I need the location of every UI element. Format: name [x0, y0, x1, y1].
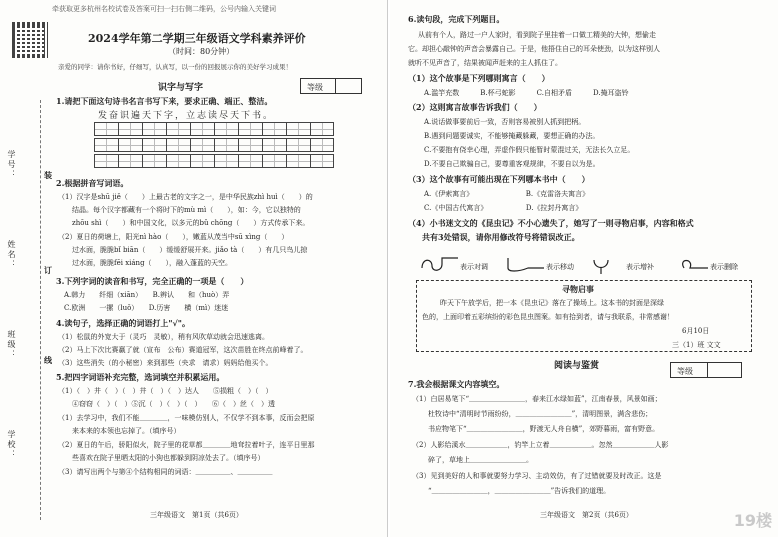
mark-label: 表示对调: [460, 263, 488, 271]
notice-line: 昨天下午放学后，把一本《昆虫记》落在了操场上。这本书的封面是深绿: [440, 299, 664, 307]
passage-line: 就听不见声音了，结果被闻声赶来的主人抓住了。: [408, 59, 562, 67]
page-2: [390, 0, 778, 537]
notice-sign: 三（1）班 文文: [672, 341, 721, 349]
q7-line: 碎了，草地上＿＿＿＿＿＿＿＿。: [428, 456, 533, 464]
q6-4: （4）小书迷文文的《昆虫记》不小心遗失了，她写了一则寻物启事，内容和格式: [408, 218, 694, 228]
q6-3-options: C.《中国古代寓言》 D.《拉封丹寓言》: [424, 204, 583, 212]
q3-options: A.韩力 纤细（xiān） B.辨认 和（huò）弄: [64, 291, 230, 299]
q6-1-options: A.滥竽充数 B.杯弓蛇影 C.自相矛盾 D.掩耳盗铃: [424, 89, 629, 97]
passage-line: 它。却担心敲钟的声音会暴露自己。于是，他捂住自己的耳朵使劲，以为这样别人: [408, 45, 660, 53]
q2-line: zhōu shì（ ）和中国文化，以多元的bǔ chōng（ ）方式传承下来。: [72, 219, 310, 227]
q7-line: 书应物笔下“＿＿＿＿＿＿＿＿，野渡无人舟自横”，郊野暮雨，富有野意。: [428, 425, 660, 433]
q5-line: （2）夏日的午后，骄阳似火，院子里的花草都＿＿＿＿地耷拉着叶子，连平日里那: [58, 441, 315, 449]
school-label: 学校：: [7, 430, 16, 460]
exam-title: 2024学年第二学期三年级语文学科素养评价: [88, 32, 306, 45]
question-1: 1.请把下面这句诗书名言书写下来，要求正确、端正、整洁。: [56, 96, 273, 106]
q2-line: （2）夏日的荷塘上，阳光nì hào（ ），嫩蓝从茂当中sū xìng（ ）: [58, 233, 289, 241]
writing-grid-row-1[interactable]: [94, 122, 334, 136]
mark-label: 表示移动: [546, 263, 574, 271]
q2-line: 过水面，脆脆fēi xiáng（ ），融入蓬蓝的天空。: [72, 259, 233, 267]
q6-4-cont: 共有3处错误，请你用修改符号将错误改正。: [422, 232, 580, 242]
notice-date: 6月10日: [682, 327, 710, 335]
binding-line: [40, 100, 41, 520]
section-title-literacy: 识字与写字: [158, 83, 204, 93]
q5-line: （1）去学习中，我们不能＿＿＿＿，一味模仿别人，不仅学不到本事，反而会把原: [58, 414, 315, 422]
swap-mark-icon: [422, 258, 458, 270]
question-7: 7.我会根据课文内容填空。: [408, 379, 505, 389]
watermark-logo: 19楼: [733, 511, 772, 530]
delete-mark-icon: [683, 261, 708, 269]
q6-2-option: B.遇到问题要诚实，不能够掩藏躲藏，要想正确的办法。: [424, 132, 600, 140]
q6-3-options: A.《伊索寓言》 B.《克雷洛夫寓言》: [424, 190, 590, 198]
q4-line: （1）松鼠的外宽大于（灵巧 灵敏），稍有风吹草动就会迅速逃离。: [58, 333, 269, 341]
q3-options: C.欧洲 一摞（luǒ） D.历害 横（mì）迷迷: [64, 304, 229, 312]
top-note: 牵获取更多杭州名校试卷及答案可扫一扫右侧二维码，公号内输入关键词: [52, 5, 276, 13]
question-3: 3.下列字词的读音和书写，完全正确的一项是（ ）: [56, 276, 249, 286]
reminder: 亲爱的同学：请你书好，仔细写，认真写，以一份的回报展示你的美好学习成果！: [58, 63, 292, 71]
q7-line: （3）见到美好的人和事就要努力学习、主动效仿，有了过错就要及时改正。这是: [412, 472, 662, 480]
section-title-reading: 阅读与鉴赏: [554, 361, 600, 371]
exam-time: （时间：80分钟）: [168, 47, 235, 56]
question-2: 2.根据拼音写词语。: [56, 178, 129, 188]
writing-grid-row-2[interactable]: [94, 138, 334, 152]
fold-mark: 装: [44, 170, 52, 180]
fold-mark: 线: [44, 355, 52, 365]
fold-mark: 订: [44, 265, 52, 275]
notice-title: 寻物启事: [562, 284, 594, 294]
q7-line: （2）人影给溪水＿＿＿＿＿＿，钓竿上立着＿＿＿＿＿＿。忽然＿＿＿＿＿＿人影: [412, 441, 669, 449]
student-id-label: 学号：: [7, 150, 16, 180]
q5-line: 来本来的本领也忘掉了。（填序号）: [72, 427, 181, 435]
q2-line: （1）汉字是shū jiě（ ）上最古老的文字之一，是中华民族zhì huì（ ）的: [58, 193, 313, 201]
qr-code-icon: [12, 22, 48, 58]
q7-line: （1）白居易笔下“＿＿＿＿＿＿＿＿，春来江水绿如蓝”，江南春景，风景如画；: [412, 395, 662, 403]
page-1: [0, 0, 388, 537]
q5-line: 些喜欢在院子里晒太阳的小狗也都躲到阴凉处去了。（填序号）: [72, 454, 265, 462]
q5-line: ④窃窃（ ）（ ）⑤沉（ ）（ ）（ ） ⑥（ ）丝（ ）透: [58, 400, 275, 408]
mark-label: 表示删除: [710, 263, 738, 271]
move-mark-icon: [508, 258, 544, 271]
q6-2-option: A.说话做事要前后一致，否则容易被别人抓到把柄。: [424, 118, 586, 126]
calligraphy-text: 发奋识遍天下字，立志读尽天下书。: [98, 111, 275, 121]
q7-line: “＿＿＿＿＿＿＿＿，＿＿＿＿＿＿＿＿”告诉我们的道理。: [428, 487, 611, 495]
grade-box: 等级: [300, 78, 362, 94]
question-4: 4.读句子，选择正确的词语打上"√"。: [56, 318, 190, 328]
q5-line: （3）请写出两个与第④个结构相同的词语：＿＿＿＿＿、＿＿＿＿＿: [58, 468, 273, 476]
question-6: 6.读句段，完成下列题目。: [408, 14, 505, 24]
grade-box: 等级: [670, 362, 742, 378]
q6-2-option: D.不要自己欺骗自己，要尊重客观规律，不要自以为是。: [424, 160, 600, 168]
q4-line: （2）马上下次比赛赢了就（宣布 公布）赛道冠军，这次苗胜在终点前峰着了。: [58, 346, 308, 354]
mark-label: 表示增补: [626, 263, 654, 271]
q6-2: （2）这则寓言故事告诉我们（ ）: [408, 102, 542, 112]
q6-3: （3）这个故事有可能出现在下列哪本书中（ ）: [408, 174, 590, 184]
name-label: 姓名：: [7, 240, 16, 270]
insert-mark-icon: [594, 260, 608, 274]
class-label: 班级：: [7, 330, 16, 360]
q2-line: 过水面，脆脆bǐ biān（ ）缓缓舒展开来。jiǎo tà（ ）有几只鸟儿掠: [72, 246, 308, 254]
notice-line: 色的，上面印着五彩缤纷的彩色昆虫图案。如有拾到者，请与我联系，非常感谢！: [422, 313, 674, 321]
q7-line: 杜牧诗中“清明时节雨纷纷，＿＿＿＿＿＿＿＿”，清明图景，满含悲伤；: [428, 410, 653, 418]
q2-line: 结晶。每个汉字都藏有一个将时下的mù mì（ ），如：今，它以独特的: [72, 206, 301, 214]
page-footer: 三年级语文 第1页（共6页）: [150, 511, 243, 519]
page-footer: 三年级语文 第2页（共6页）: [540, 511, 633, 519]
writing-grid-row-3[interactable]: [94, 154, 334, 168]
q6-1: （1）这个故事是下列哪则寓言（ ）: [408, 73, 550, 83]
q6-2-option: C.不要抱有侥幸心理，弄虚作假只能暂时蒙混过关，无法长久立足。: [424, 146, 635, 154]
question-5: 5.把四字词语补充完整，选词填空并积累运用。: [56, 372, 225, 382]
passage-line: 从前有个人，路过一户人家时，看到院子里挂着一口做工精美的大钟，想偷走: [418, 31, 656, 39]
q4-line: （3）这些消失（的小秘密）来到那些（央求 请求）妈妈给他买个。: [58, 359, 273, 367]
q5-line: （1）（ ）井（ ）（ ）井（ ）（ ）达人 ⑤损粗（ ）（ ）: [58, 387, 273, 395]
